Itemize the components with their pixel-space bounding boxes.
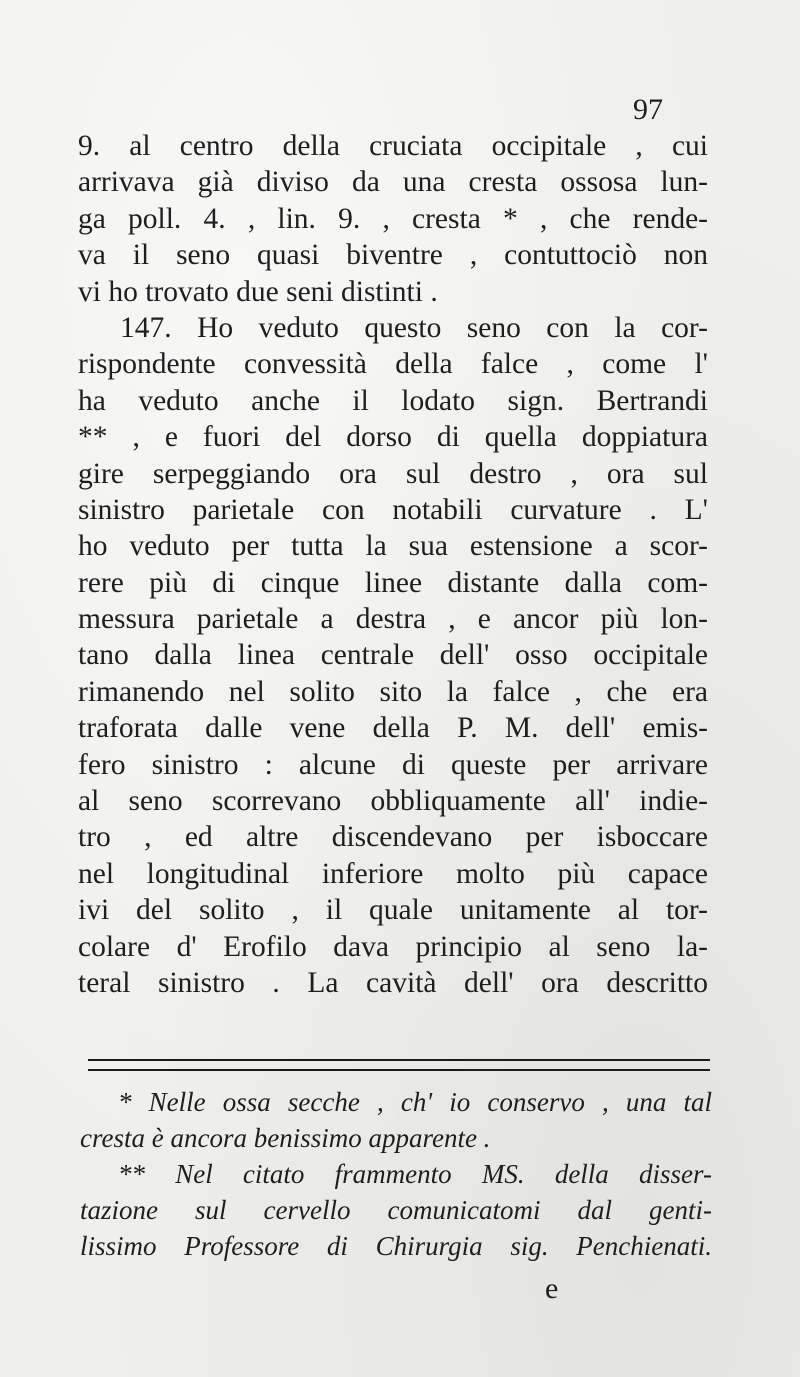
text-line: fero sinistro : alcune di queste per arrivare: [78, 748, 708, 781]
text-line: rispondente convessità della falce , come l': [78, 348, 708, 381]
page-number: 97: [633, 93, 663, 126]
body-text: [78, 128, 708, 1001]
footnotes: [80, 1084, 712, 1264]
signature-mark: e: [545, 1272, 559, 1305]
text-line: sinistro parietale con notabili curvature . L': [78, 493, 708, 526]
footnote-line: ** Nel citato frammento MS. della disser-: [118, 1159, 712, 1189]
text-line: ho veduto per tutta la sua estensione a scor-: [78, 530, 708, 563]
text-line: rimanendo nel solito sito la falce , che era: [78, 675, 708, 708]
text-line: vi ho trovato due seni distinti .: [78, 275, 438, 308]
footnote-line: * Nelle ossa secche , ch' io conservo , una tal: [118, 1087, 712, 1117]
text-line: 9. al centro della cruciata occipitale , cui: [78, 130, 708, 162]
text-line: colare d' Erofilo dava principio al seno la-: [78, 930, 708, 963]
text-line: va il seno quasi biventre , contuttociò non: [78, 239, 708, 272]
text-line: teral sinistro . La cavità dell' ora descritto: [78, 966, 708, 999]
footnote-line: tazione sul cervello comunicatomi dal genti-: [80, 1195, 712, 1225]
footnote-line: cresta è ancora benissimo apparente .: [80, 1123, 491, 1153]
footnote-line: lissimo Professore di Chirurgia sig. Penchienati.: [80, 1231, 712, 1261]
text-line: nel longitudinal inferiore molto più capace: [78, 857, 708, 890]
text-line: traforata dalle vene della P. M. dell' emis-: [78, 712, 708, 745]
footnote-separator-rule: [88, 1059, 710, 1071]
text-line: messura parietale a destra , e ancor più lon-: [78, 603, 708, 636]
text-line: ga poll. 4. , lin. 9. , cresta * , che rende-: [78, 202, 708, 235]
text-line: al seno scorrevano obbliquamente all' indie-: [78, 785, 708, 818]
text-line: ivi del solito , il quale unitamente al tor-: [78, 894, 708, 927]
text-line: ** , e fuori del dorso di quella doppiatura: [78, 421, 708, 454]
text-line: gire serpeggiando ora sul destro , ora sul: [78, 457, 708, 490]
text-line: arrivava già diviso da una cresta ossosa lun-: [78, 166, 708, 199]
paragraph-start-line: 147. Ho veduto questo seno con la cor-: [120, 311, 708, 344]
text-line: rere più di cinque linee distante dalla com-: [78, 566, 708, 599]
text-line: ha veduto anche il lodato sign. Bertrandi: [78, 384, 708, 417]
text-line: tro , ed altre discendevano per isboccare: [78, 821, 708, 854]
text-line: tano dalla linea centrale dell' osso occipitale: [78, 639, 708, 672]
